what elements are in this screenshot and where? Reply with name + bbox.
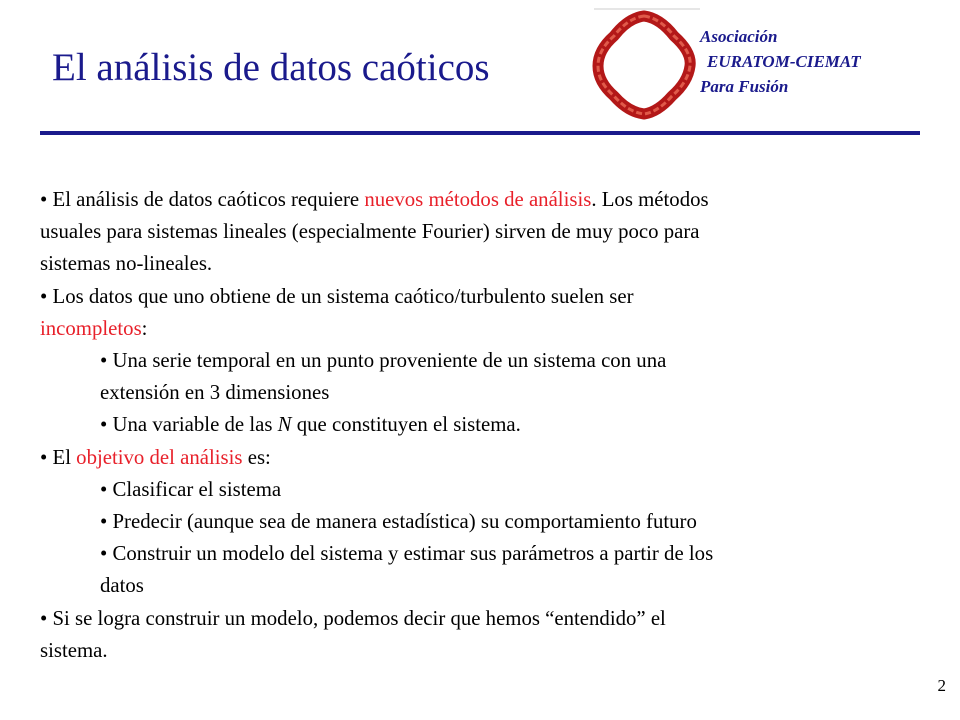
bullet-3-highlight: objetivo del análisis	[76, 445, 243, 469]
organization-name	[700, 24, 861, 99]
bullet-2-sub-2-text-end: que constituyen el sistema.	[291, 413, 521, 437]
bullet-3-sub-2-text: Predecir (aunque sea de manera estadística) su comportamiento futuro	[112, 510, 697, 534]
bullet-2-line-1: • Los datos que uno obtiene de un sistema caótico/turbulento suelen ser	[40, 284, 634, 308]
bullet-2-sub-2-variable: N	[277, 413, 292, 437]
bullet-1-text-end: . Los métodos	[591, 188, 709, 211]
bullet-4-text: Si se logra construir un modelo, podemos decir que hemos “entendido” el	[52, 606, 666, 630]
org-line-1: Asociación	[700, 27, 778, 46]
bullet-4-line-2: sistema.	[40, 638, 108, 662]
page-number: 2	[937, 676, 946, 695]
bullet-2-colon: :	[141, 316, 148, 340]
bullet-2-sub-1-line-2: extensión en 3 dimensiones	[100, 381, 330, 405]
bullet-3-text: El	[52, 445, 77, 469]
bullet-1-line-2: usuales para sistemas lineales (especialmente Fourier) sirven de muy poco para	[40, 220, 700, 244]
bullet-3-sub-3-line-1: • Construir un modelo del sistema y estimar sus parámetros a partir de los	[100, 542, 714, 566]
slide-body	[40, 184, 920, 667]
title-divider	[40, 131, 920, 135]
bullet-1-line-3: sistemas no-lineales.	[40, 252, 213, 276]
bullet-3-sub-1: • Clasificar el sistema	[100, 477, 282, 501]
bullet-2-sub-2: • Una variable de las N que constituyen el sistema.	[100, 413, 521, 437]
bullet-3-sub-1-text: Clasificar el sistema	[112, 477, 282, 501]
bullet-3-sub-3-text: Construir un modelo del sistema y estimar sus parámetros a partir de los	[112, 542, 714, 566]
bullet-1-text: El análisis de datos caóticos requiere	[52, 188, 365, 211]
bullet-2-sub-2-text: Una variable de las	[112, 413, 278, 437]
bullet-2-sub-1-line-1: • Una serie temporal en un punto proveniente de un sistema con una	[100, 349, 667, 373]
bullet-2-text: Los datos que uno obtiene de un sistema caótico/turbulento suelen ser	[52, 284, 634, 308]
bullet-4-line-1: • Si se logra construir un modelo, podemos decir que hemos “entendido” el	[40, 606, 666, 630]
logo-ring-outer	[598, 16, 690, 114]
bullet-2-line-2	[40, 313, 920, 345]
bullet-2-highlight: incompletos	[40, 316, 142, 340]
bullet-3-sub-3-line-2: datos	[100, 574, 144, 598]
org-line-3: Para Fusión	[700, 77, 789, 96]
bullet-3-text-end: es:	[242, 445, 271, 469]
slide-title: El análisis de datos caóticos	[52, 46, 490, 89]
bullet-2-sub-1-text: Una serie temporal en un punto proveniente de un sistema con una	[112, 349, 667, 373]
association-logo	[588, 6, 700, 124]
bullet-3-sub-2: • Predecir (aunque sea de manera estadística) su comportamiento futuro	[100, 510, 697, 534]
org-line-2: EURATOM-CIEMAT	[707, 52, 861, 71]
bullet-1-highlight: nuevos métodos de análisis	[364, 188, 592, 211]
bullet-3: • El objetivo del análisis es:	[40, 445, 271, 469]
bullet-1-line-1: • El análisis de datos caóticos requiere nuevos métodos de análisis. Los métodos	[40, 188, 709, 211]
